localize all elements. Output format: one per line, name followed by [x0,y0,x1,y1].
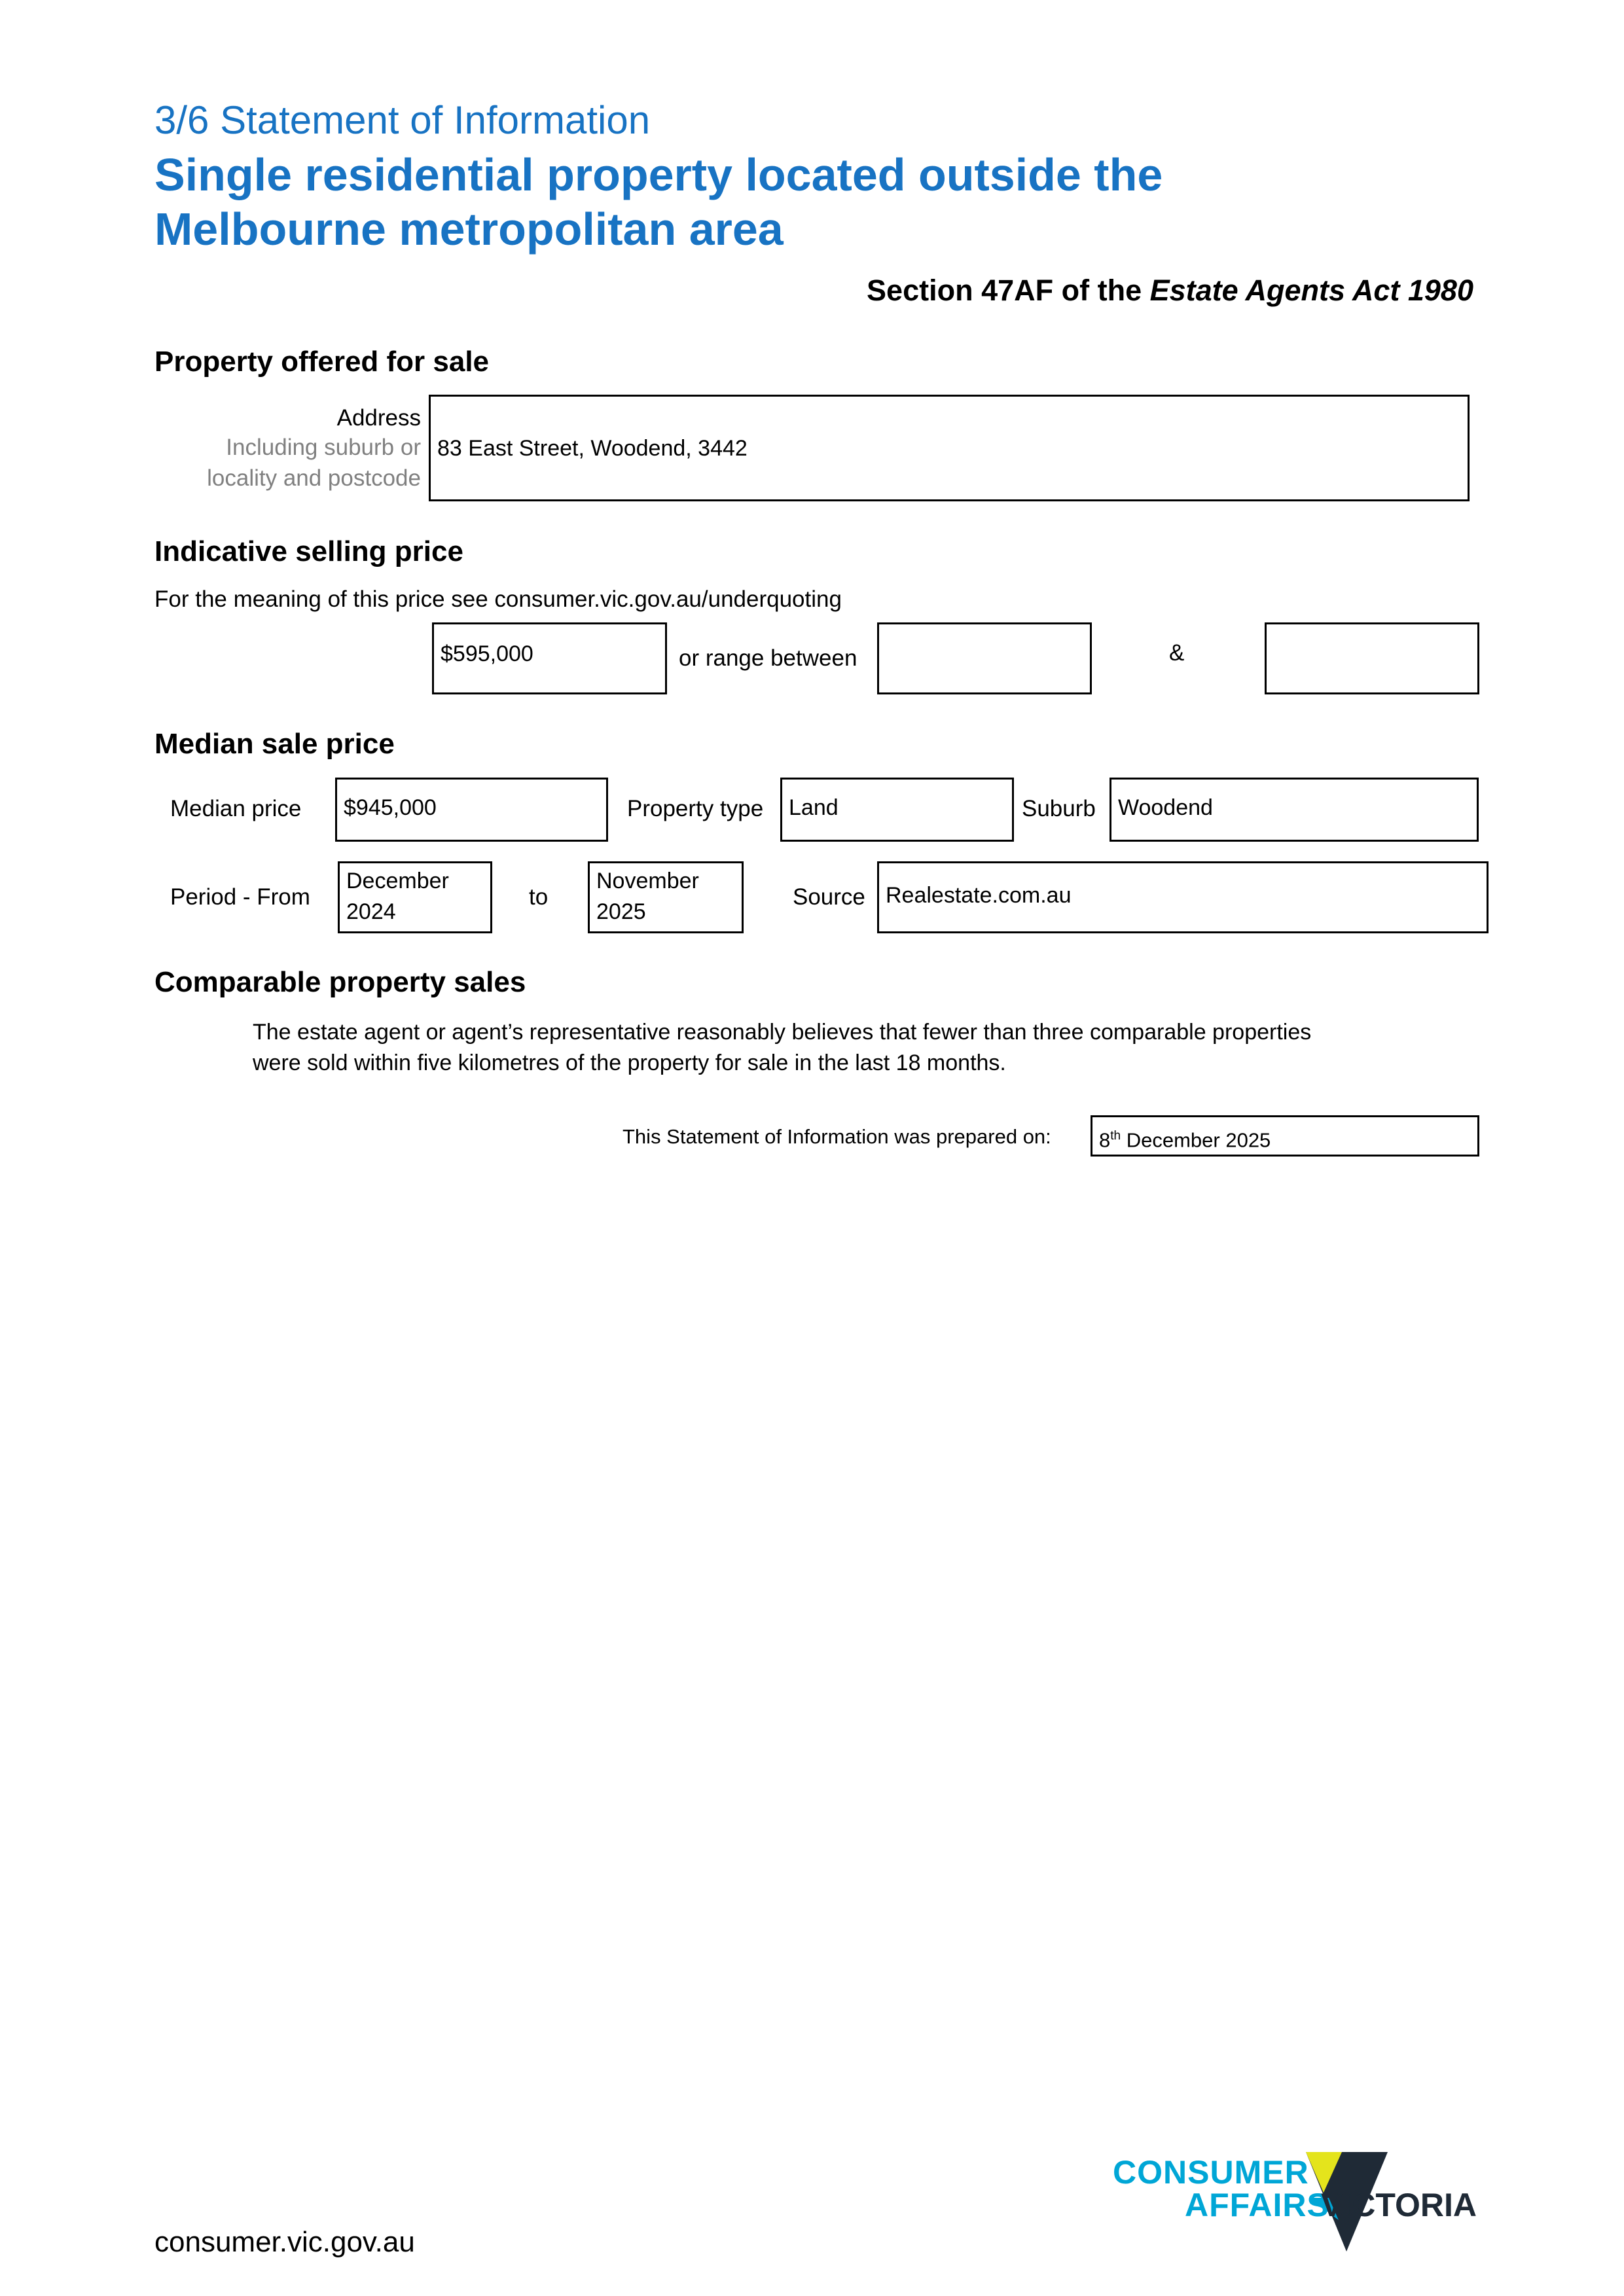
median-price-heading: Median sale price [154,728,395,760]
prepared-on-label: This Statement of Information was prepared on: [623,1125,1051,1148]
section-reference [867,273,1473,308]
range-label: or range between [679,645,857,671]
prepared-month-year: December 2025 [1121,1128,1271,1152]
property-type-value: Land [789,795,839,820]
single-price-value: $595,000 [441,641,533,666]
prepared-day: 8 [1099,1128,1111,1152]
period-from-label: Period - From [170,884,310,910]
range-high-field[interactable] [1265,622,1479,694]
prepared-on-field[interactable] [1091,1115,1479,1157]
period-to-label: to [529,884,549,910]
median-price-value: $945,000 [344,795,437,820]
property-type-field[interactable] [780,778,1014,842]
logo-victoria: VICTORIA [1321,2187,1477,2223]
period-to-field[interactable] [588,861,744,933]
logo-affairs: AFFAIRS [1185,2187,1329,2223]
act-name: Estate Agents Act 1980 [1149,274,1473,307]
logo-consumer: CONSUMER [1113,2154,1309,2191]
section-prefix: Section 47AF of the [867,274,1142,307]
page-title-line1: Single residential property located outside the [154,149,1163,200]
suburb-label: Suburb [1022,796,1096,821]
median-price-label: Median price [170,796,302,821]
address-hint-line2: locality and postcode [207,465,421,491]
source-value: Realestate.com.au [886,883,1072,908]
price-meaning-text: For the meaning of this price see consumer.vic.gov.au/underquoting [154,586,842,612]
suburb-value: Woodend [1118,795,1213,820]
period-from-year: 2024 [346,899,396,924]
prepared-day-suffix: th [1110,1129,1121,1143]
address-label: Address [336,405,421,431]
indicative-price-heading: Indicative selling price [154,535,463,567]
consumer-affairs-victoria-logo [1113,2147,1492,2258]
period-to-month: November [596,869,699,893]
suburb-field[interactable] [1110,778,1479,842]
property-offered-heading: Property offered for sale [154,346,490,378]
comparable-text-line2: were sold within five kilometres of the property for sale in the last 18 months. [253,1050,1006,1075]
page-title-line2: Melbourne metropolitan area [154,204,784,255]
range-ampersand: & [1169,640,1185,666]
form-number: 3/6 Statement of Information [154,98,651,142]
property-type-label: Property type [627,796,764,821]
address-hint-line1: Including suburb or [226,435,421,460]
period-from-field[interactable] [338,861,492,933]
range-low-field[interactable] [877,622,1092,694]
comparable-text-line1: The estate agent or agent’s representative reasonably believes that fewer than three comparable properties [253,1020,1312,1045]
comparable-heading: Comparable property sales [154,966,526,998]
source-label: Source [793,884,865,910]
period-to-year: 2025 [596,899,646,924]
single-price-field[interactable] [432,622,667,694]
source-field[interactable] [877,861,1489,933]
address-field[interactable] [429,395,1470,501]
period-from-month: December [346,869,449,893]
median-price-field[interactable] [335,778,608,842]
address-value: 83 East Street, Woodend, 3442 [437,436,748,461]
footer-website: consumer.vic.gov.au [154,2226,415,2258]
